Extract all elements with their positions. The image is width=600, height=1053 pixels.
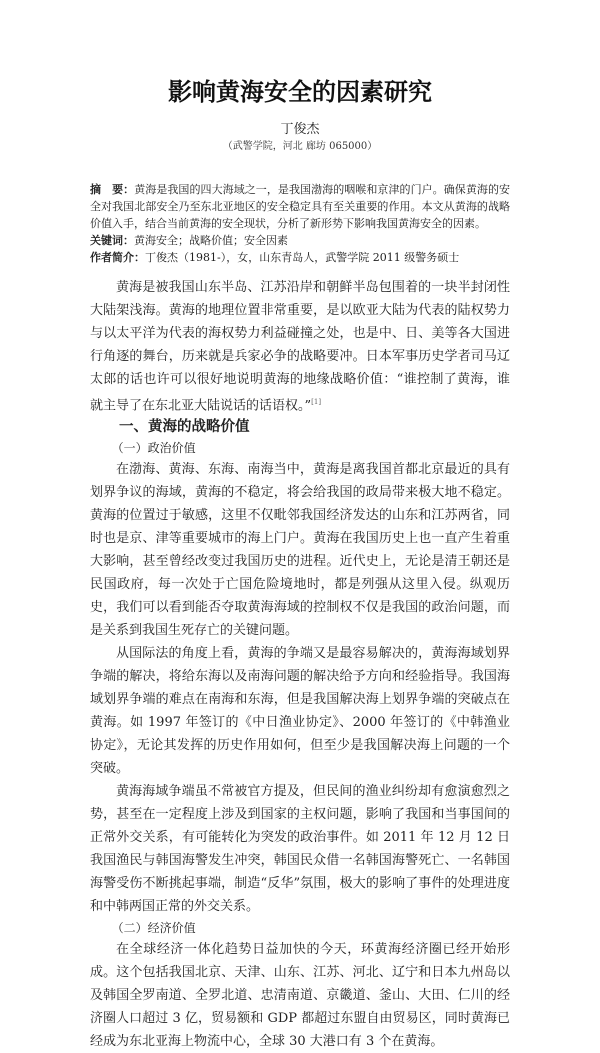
section-heading: 一、黄海的战略价值 [119,419,250,436]
author-intro [90,249,510,266]
abstract-text: 黄海是我国的四大海域之一，是我国渤海的咽喉和京津的门户。确保黄海的安全对我国北部安全乃至东北亚地区的安全稳定具有至关重要的作用。本文从黄海的战略价值入手，结合当前黄海的安全现状，分析了新形势下影响我国黄海安全的因素。 [90,183,510,230]
paragraph: 黄海海域争端虽不常被官方提及，但民间的渔业纠纷却有愈演愈烈之势，甚至在一定程度上涉及到国家的主权问题，影响了我国和当事国间的正常外交关系，有可能转化为突发的政治事件。如 2011 年 12 月 12 日我国渔民与韩国海警发生冲突，韩国民众借一名韩国海警死亡、一名韩国海警受伤不断挑起事端，制造“反华”氛围，极大的影响了事件的处理进度和中韩两国正常的外交关系。 [90,784,510,915]
paragraph: 从国际法的角度上看，黄海的争端又是最容易解决的，黄海海域划界争端的解决，将给东海以及南海问题的解决给予方向和经验指导。我国海域划界争端的难点在南海和东海，但是我国解决海上划界争端的突破点在黄海。如 1997 年签订的《中日渔业协定》、2000 年签订的《中韩渔业协定》，无论其发挥的历史作用如何，但至少是我国解决海上问题的一个突破。 [90,646,510,777]
paragraph: 在渤海、黄海、东海、南海当中，黄海是离我国首都北京最近的具有划界争议的海域，黄海的不稳定，将会给我国的政局带来极大地不稳定。黄海的位置过于敏感，这里不仅毗邻我国经济发达的山东和江苏两省，同时也是京、津等重要城市的海上门户。黄海在我国历史上也一直产生着重大影响，甚至曾经改变过我国历史的进程。近代史上，无论是清王朝还是民国政府，每一次处于亡国危险境地时，都是列强从这里入侵。纵观历史，我们可以看到能否夺取黄海海域的控制权不仅是我国的政治问题，而是关系到我国生死存亡的关键问题。 [90,462,510,639]
paper-title: 影响黄海安全的因素研究 [168,78,432,106]
subsection-heading-political: （一）政治价值 [111,441,196,456]
keywords-label: 关键词： [90,234,134,247]
keywords [90,232,510,249]
author-intro-text: 丁俊杰（1981-），女，山东青岛人，武警学院 2011 级警务硕士 [145,251,460,264]
author-name: 丁俊杰 [280,122,320,137]
abstract-label: 摘 要： [90,183,135,196]
paragraph: 在全球经济一体化趋势日益加快的今天，环黄海经济圈已经开始形成。这个包括我国北京、天津、山东、江苏、河北、辽宁和日本九州岛以及韩国全罗南道、全罗北道、忠清南道、京畿道、釜山、大田、仁川的经济圈人口超过 3 亿，贸易额和 GDP 都超过东盟自由贸易区，同时黄海已经成为东北亚海上物流中心，全球 30 大港口有 3 个在黄海。 [90,942,510,1050]
abstract-block [90,181,510,266]
author-affiliation: （武警学院，河北 廊坊 065000） [222,141,378,152]
abstract [90,181,510,232]
keywords-text: 黄海安全；战略价值；安全因素 [134,234,288,247]
intro-paragraph [90,276,510,417]
subsection-heading-economic: （二）经济价值 [111,921,196,936]
paper-body [90,276,510,1053]
author-intro-label: 作者简介： [90,251,145,264]
citation-ref: [1] [311,398,322,406]
intro-text: 黄海是被我国山东半岛、江苏沿岸和朝鲜半岛包围着的一块半封闭性大陆架浅海。黄海的地理位置非常重要，是以欧亚大陆为代表的陆权势力与以太平洋为代表的海权势力利益碰撞之处，也是中、日、美等各大国进行角逐的舞台，历来就是兵家必争的战略要冲。日本军事历史学者司马辽太郎的话也许可以很好地说明黄海的地缘战略价值：“谁控制了黄海，谁就主导了在东北亚大陆说话的话语权。” [90,280,510,414]
